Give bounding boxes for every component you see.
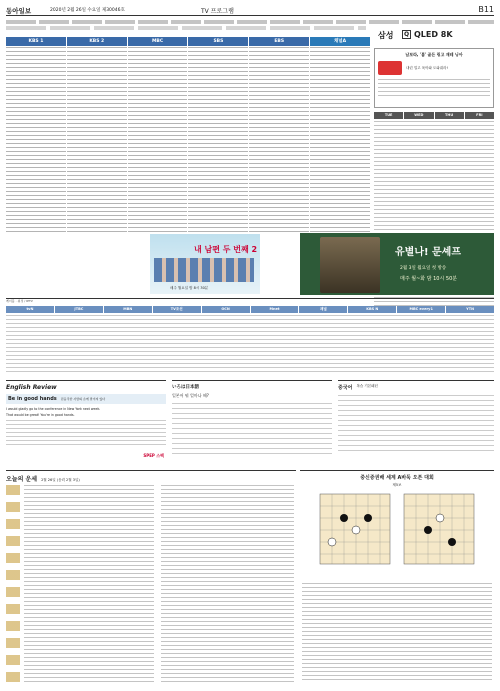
ad-headline: 남보라, '봄' 골든 링고 재테 닝아: [405, 52, 463, 57]
cable-channel: Mnet: [251, 306, 299, 313]
cable-title: 케이블 · 위성 / IPTV: [6, 298, 494, 306]
schedule-column: [128, 47, 188, 232]
schedule-column: [67, 47, 127, 232]
chinese-lesson: [338, 380, 494, 465]
section-title: TV 프로그램: [201, 8, 234, 15]
schedule-column: [6, 47, 66, 232]
newspaper-logo: 동아일보: [6, 7, 32, 15]
baduk-column: [300, 470, 494, 685]
baduk-title: 중신증권배 세계 A바둑 오픈 대회: [360, 475, 434, 481]
samsung-ad-box: [374, 48, 494, 108]
weekly-head: WED: [404, 112, 433, 119]
movie-ad-title: 유별나! 문셰프: [395, 247, 462, 258]
drama-ad-title: 내 남편 두 번째 2: [194, 245, 258, 254]
cable-channel: JTBC: [55, 306, 103, 313]
drama-cast-image: [154, 258, 254, 282]
drama-ad-caption: 매주 월요일 밤 8시 30분: [170, 286, 209, 290]
cable-channel: MBC every1: [397, 306, 445, 313]
channel-header-row: [6, 37, 370, 46]
channel-head-mbc: MBC: [128, 37, 188, 46]
drama-ad: [150, 234, 260, 294]
movie-ad-sub: 매주 월~화 밤 10시 50분: [400, 276, 458, 282]
ad-subline: 내린 밀고 육아와 도와줘라!: [406, 65, 448, 70]
japanese-title: いろは日本語: [172, 385, 199, 390]
english-meaning: 믿음직한 사람의 손에 맡겨져 있다: [60, 397, 106, 401]
qled-logo-icon: Q: [403, 31, 410, 38]
schedule-grid: [6, 47, 370, 232]
english-review: [6, 380, 166, 465]
english-title: English Review: [6, 384, 57, 391]
cable-channel: TV조선: [153, 306, 201, 313]
japanese-subtitle: 일본어 뭐 얼마나 해?: [172, 393, 209, 398]
channel-head-sbs: SBS: [188, 37, 248, 46]
chinese-title: 중국어: [338, 385, 353, 391]
schedule-column: [310, 47, 370, 232]
horoscope: [6, 470, 296, 685]
samsung-product: QLED 8K: [414, 30, 453, 39]
schedule-column: [188, 47, 248, 232]
baduk-board-diagrams: [300, 492, 490, 582]
weekly-head: THU: [435, 112, 464, 119]
cable-channel: tvN: [6, 306, 54, 313]
channel-head-channela: 채널A: [310, 37, 370, 46]
zodiac-icon-column: [6, 485, 20, 685]
channel-head-kbs2: KBS 2: [67, 37, 127, 46]
movie-ad: [300, 233, 494, 295]
english-phrase: Be in good hands: [8, 396, 57, 402]
cable-channel-row: [6, 306, 494, 313]
masthead: [6, 4, 494, 16]
weekly-head: FRI: [465, 112, 494, 119]
movie-ad-poster: [320, 237, 380, 293]
horoscope-title: 오늘의 운세: [6, 476, 38, 483]
english-line-b: That would be great! You're in good hands.: [6, 413, 75, 417]
chinese-subtitle: 복습 기본패턴: [356, 384, 378, 388]
cable-channel: KBS N: [348, 306, 396, 313]
movie-ad-caption: 2월 3일 월요일 첫 방송: [400, 266, 447, 271]
japanese-lesson: [172, 380, 332, 465]
spep-brand: SPEP 스펙: [143, 453, 164, 458]
cable-channel: OCN: [202, 306, 250, 313]
channel-head-ebs: EBS: [249, 37, 309, 46]
ad-logo-icon: [378, 61, 402, 75]
issue-date: 2020년 2월 26일 수요일 제30046호: [50, 8, 125, 13]
samsung-ad-header: [374, 26, 494, 46]
baduk-subtitle: 제5보: [392, 483, 402, 487]
schedule-column: [249, 47, 309, 232]
page-number: B11: [478, 5, 494, 14]
english-line-a: I would gladly go to the conference in New York next week.: [6, 407, 101, 411]
cable-channel: MBN: [104, 306, 152, 313]
cable-channel: YTN: [446, 306, 494, 313]
horoscope-date: 2월 26일 (음력 2월 3일): [41, 478, 80, 482]
samsung-brand: 삼성: [378, 31, 394, 40]
channel-head-kbs1: KBS 1: [6, 37, 66, 46]
weekly-head: TUE: [374, 112, 403, 119]
cable-channel: 채널: [299, 306, 347, 313]
cable-schedule: [6, 315, 494, 373]
